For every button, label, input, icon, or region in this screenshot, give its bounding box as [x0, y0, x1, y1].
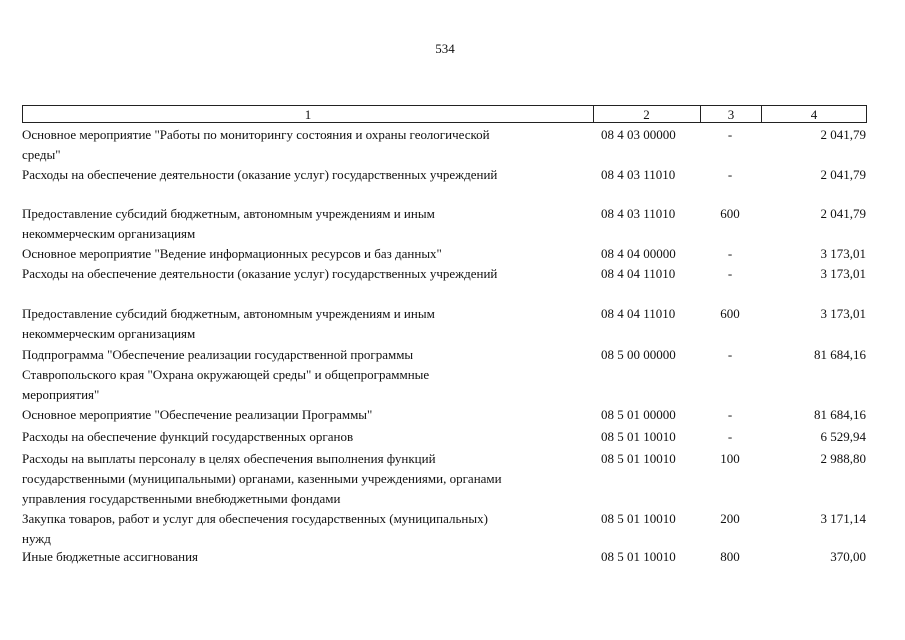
row-code: 08 4 03 00000 — [601, 127, 676, 142]
row-type: 100 — [720, 451, 740, 466]
row-name: Расходы на обеспечение деятельности (оказание услуг) государственных учреждений — [22, 266, 498, 281]
row-code: 08 5 01 10010 — [601, 451, 676, 466]
header-col-3: 3 — [701, 106, 762, 122]
row-type: - — [727, 407, 733, 422]
row-type: - — [727, 246, 733, 261]
row-amount: 2 988,80 — [820, 451, 866, 466]
row-type: - — [727, 266, 733, 281]
row-type: - — [727, 127, 733, 142]
row-code: 08 4 04 00000 — [601, 246, 676, 261]
row-name: Расходы на обеспечение функций государственных органов — [22, 429, 354, 444]
row-name: Основное мероприятие "Обеспечение реализации Программы" — [22, 407, 373, 422]
row-amount: 81 684,16 — [814, 407, 866, 422]
row-type: 600 — [720, 306, 740, 321]
row-code: 08 4 04 11010 — [601, 266, 676, 281]
header-col-1: 1 — [23, 106, 594, 122]
row-name: Основное мероприятие "Работы по мониторингу состояния и охраны геологической среды" — [22, 127, 490, 162]
row-amount: 370,00 — [830, 549, 866, 564]
row-code: 08 4 03 11010 — [601, 167, 676, 182]
row-code: 08 5 01 10010 — [601, 429, 676, 444]
row-type: - — [727, 167, 733, 182]
row-amount: 3 171,14 — [820, 511, 866, 526]
page-number: 534 — [435, 41, 455, 56]
header-col-2: 2 — [593, 106, 701, 122]
row-amount: 2 041,79 — [820, 127, 866, 142]
header-col-4: 4 — [810, 107, 818, 122]
row-name: Иные бюджетные ассигнования — [22, 549, 199, 564]
row-code: 08 5 01 10010 — [601, 511, 676, 526]
row-amount: 6 529,94 — [820, 429, 866, 444]
row-name: Предоставление субсидий бюджетным, автономным учреждениям и иным некоммерческим организациям — [22, 306, 435, 341]
row-type: 200 — [720, 511, 740, 526]
row-code: 08 4 03 11010 — [601, 206, 676, 221]
row-type: 800 — [720, 549, 740, 564]
row-name: Подпрограмма "Обеспечение реализации государственной программы Ставропольского края "Охрана окружающей среды" и общепрограммные мероприятия" — [22, 347, 430, 402]
row-name: Основное мероприятие "Ведение информационных ресурсов и баз данных" — [22, 246, 442, 261]
row-amount: 3 173,01 — [820, 306, 866, 321]
row-code: 08 4 04 11010 — [601, 306, 676, 321]
table-header — [22, 105, 867, 123]
row-name: Закупка товаров, работ и услуг для обеспечения государственных (муниципальных) нужд — [22, 511, 488, 546]
row-code: 08 5 00 00000 — [601, 347, 676, 362]
row-code: 08 5 01 00000 — [601, 407, 676, 422]
row-type: - — [727, 429, 733, 444]
row-type: - — [727, 347, 733, 362]
row-name: Расходы на обеспечение деятельности (оказание услуг) государственных учреждений — [22, 167, 498, 182]
row-amount: 3 173,01 — [820, 246, 866, 261]
row-name: Расходы на выплаты персоналу в целях обеспечения выполнения функций государственными (муниципальными) органами, казенными учреждениями, органами управления государственными внебюджетными фондами — [22, 451, 502, 506]
row-amount: 2 041,79 — [820, 167, 866, 182]
row-amount: 81 684,16 — [814, 347, 866, 362]
row-amount: 2 041,79 — [820, 206, 866, 221]
row-type: 600 — [720, 206, 740, 221]
row-amount: 3 173,01 — [820, 266, 866, 281]
row-code: 08 5 01 10010 — [601, 549, 676, 564]
row-name: Предоставление субсидий бюджетным, автономным учреждениям и иным некоммерческим организациям — [22, 206, 435, 241]
